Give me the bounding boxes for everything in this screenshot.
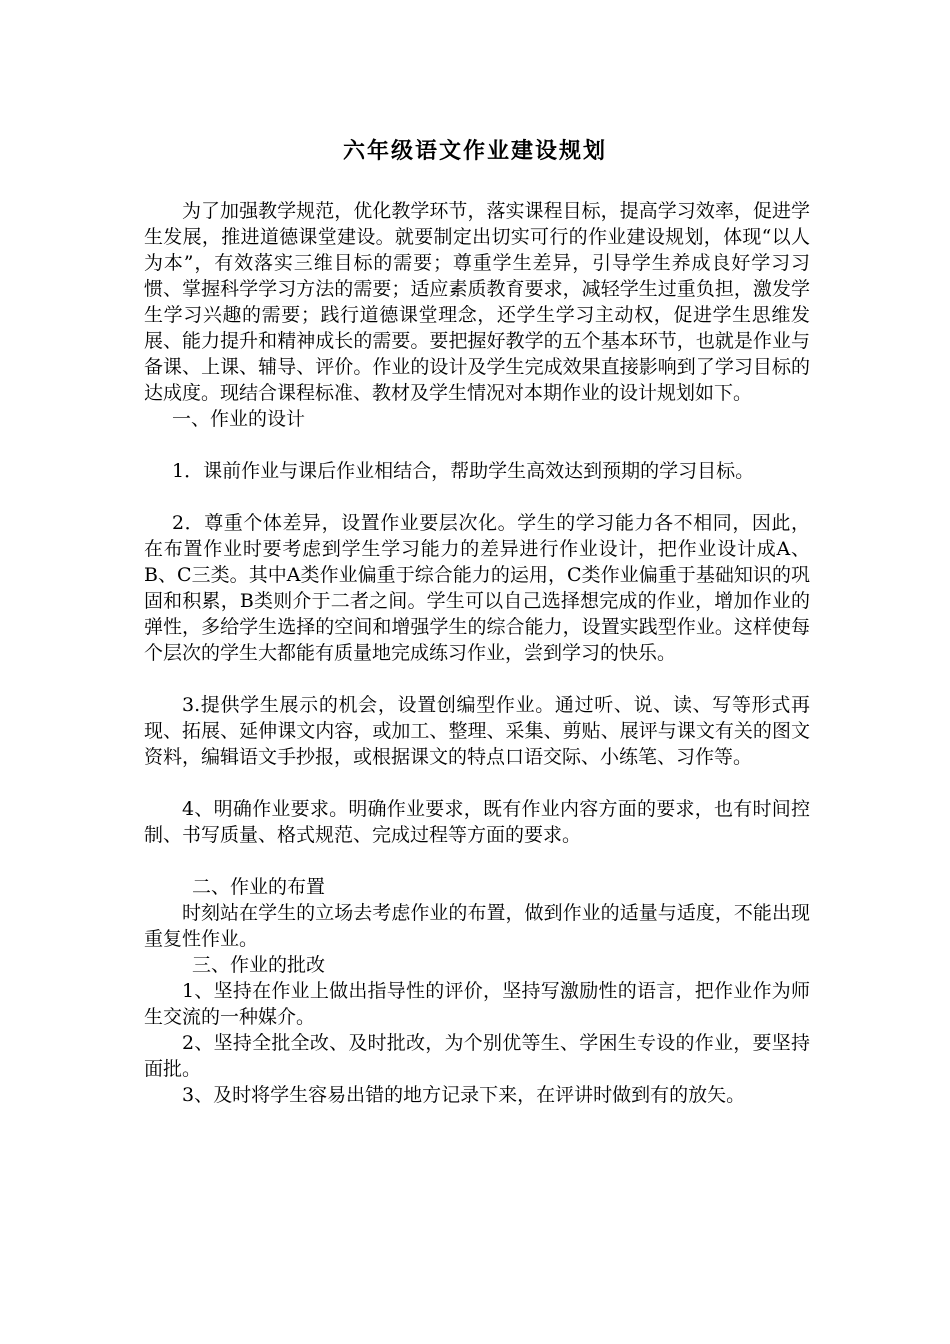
document-title: 六年级语文作业建设规划 — [342, 138, 607, 164]
grading-item-2: 2、坚持全批全改、及时批改，为个别优等生、学困生专设的作业，要坚持面批。 — [144, 1032, 810, 1080]
paragraph-gap — [144, 848, 810, 874]
grading-item-1: 1、坚持在作业上做出指导性的评价，坚持写激励性的语言，把作业作为师生交流的一种媒介。 — [144, 980, 810, 1028]
assignment-paragraph: 时刻站在学生的立场去考虑作业的布置，做到作业的适量与适度，不能出现重复性作业。 — [144, 902, 810, 950]
section-heading-design: 一、作业的设计 — [172, 408, 306, 430]
design-item-2: 2．尊重个体差异，设置作业要层次化。学生的学习能力各不相同，因此，在布置作业时要考虑到学生学习能力的差异进行作业设计，把作业设计成A、B、C三类。其中A类作业偏重于综合能力的运用，C类作业偏重于基础知识的巩固和积累，B类则介于二者之间。学生可以自己选择想完成的作业，增加作业的弹性，多给学生选择的空间和增强学生的综合能力，设置实践型作业。这样使每个层次的学生大都能有质量地完成练习作业，尝到学习的快乐。 — [144, 512, 810, 664]
intro-paragraph: 为了加强教学规范，优化教学环节，落实课程目标，提高学习效率，促进学生发展，推进道德课堂建设。就要制定出切实可行的作业建设规划，体现“以人为本”，有效落实三维目标的需要；尊重学生差异，引导学生养成良好学习习惯、掌握科学学习方法的需要；适应素质教育要求，减轻学生过重负担，激发学生学习兴趣的需要；践行道德课堂理念，还学生学习主动权，促进学生思维发展、能力提升和精神成长的需要。要把握好教学的五个基本环节，也就是作业与备课、上课、辅导、评价。作业的设计及学生完成效果直接影响到了学习目标的达成度。现结合课程标准、教材及学生情况对本期作业的设计规划如下。 — [144, 200, 810, 404]
paragraph-gap — [144, 770, 810, 796]
section-heading-assignment: 二、作业的布置 — [192, 876, 326, 898]
paragraph-gap — [144, 666, 810, 692]
design-item-3: 3.提供学生展示的机会，设置创编型作业。通过听、说、读、写等形式再现、拓展、延伸课文内容，或加工、整理、采集、剪贴、展评与课文有关的图文资料，编辑语文手抄报，或根据课文的特点口语交际、小练笔、习作等。 — [144, 694, 810, 768]
document-body — [144, 198, 810, 1108]
design-item-4: 4、明确作业要求。明确作业要求，既有作业内容方面的要求，也有时间控制、书写质量、格式规范、完成过程等方面的要求。 — [144, 798, 810, 846]
design-item-1: 1．课前作业与课后作业相结合，帮助学生高效达到预期的学习目标。 — [172, 460, 755, 482]
paragraph-gap — [144, 432, 810, 458]
grading-item-3: 3、及时将学生容易出错的地方记录下来，在评讲时做到有的放矢。 — [182, 1084, 746, 1106]
section-heading-grading: 三、作业的批改 — [192, 954, 326, 976]
paragraph-gap — [144, 484, 810, 510]
